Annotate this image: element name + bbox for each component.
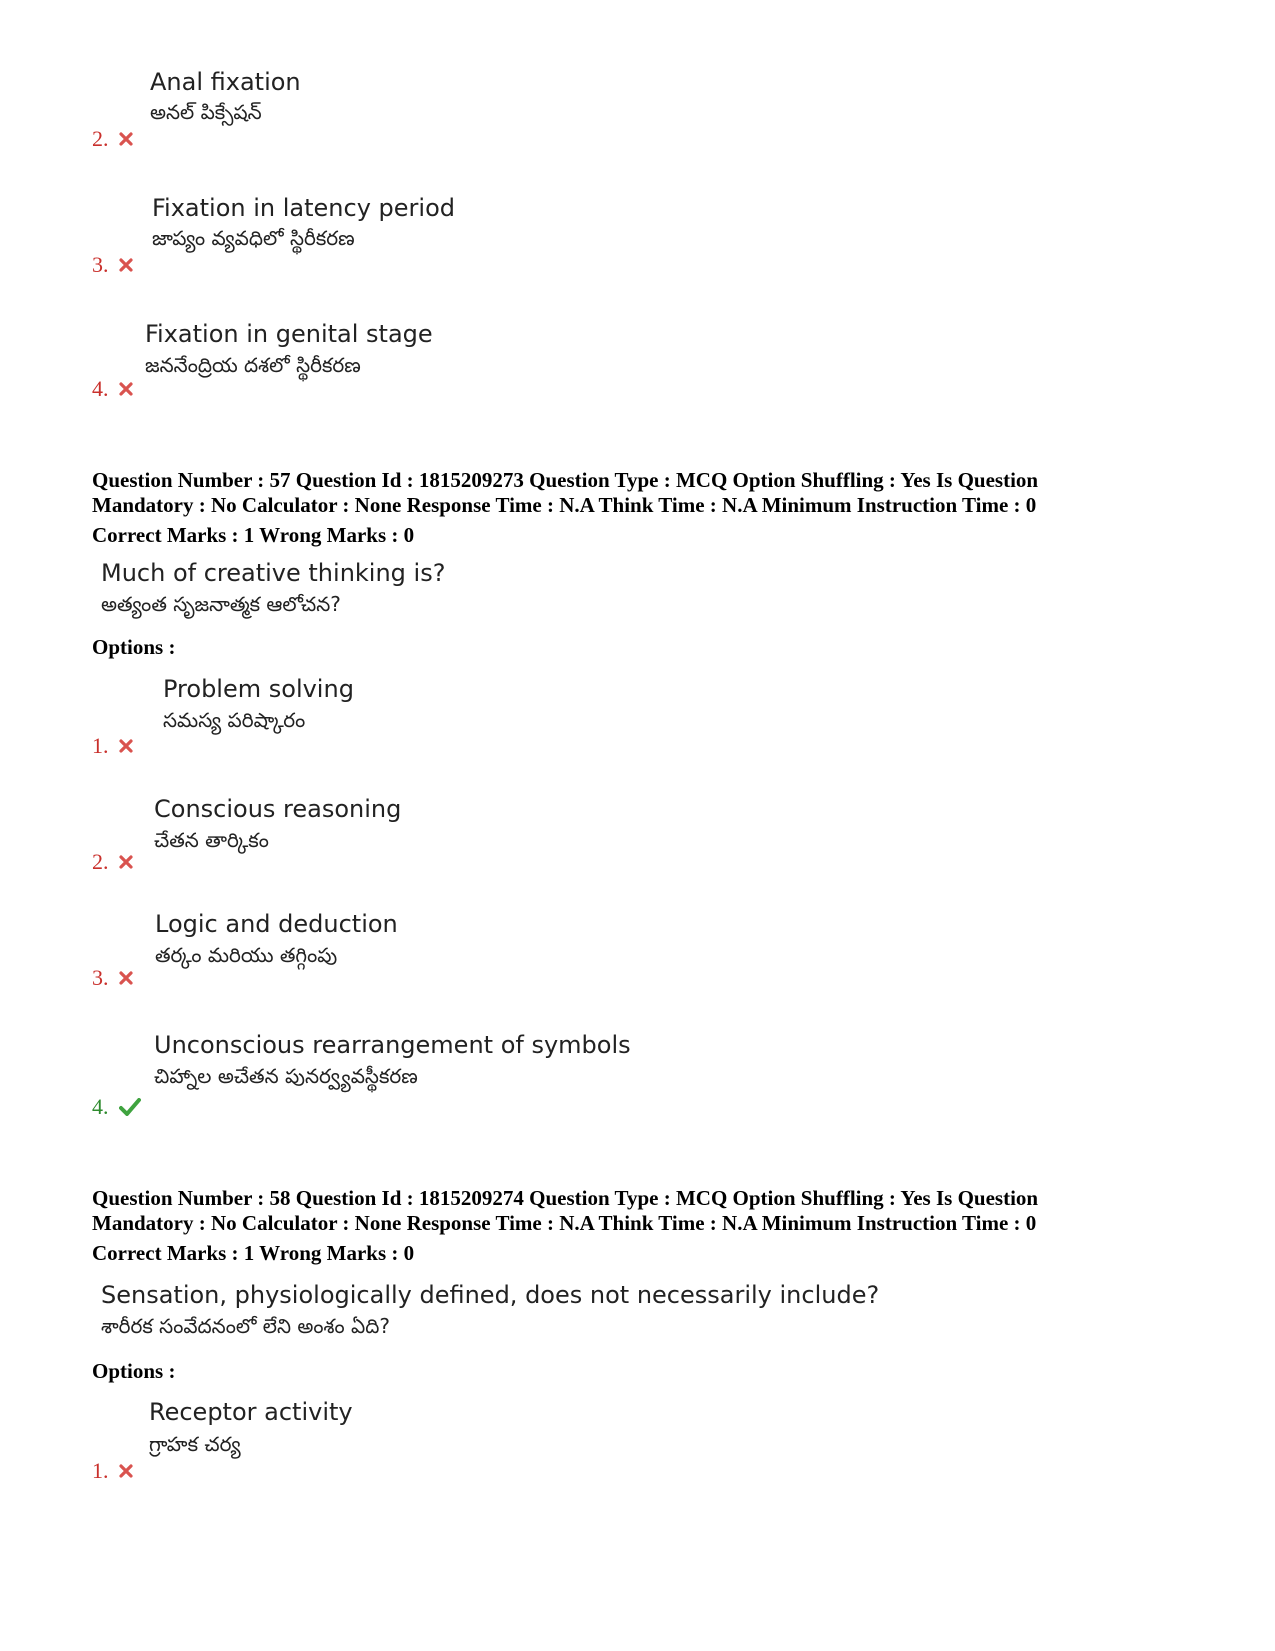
question-marks: Correct Marks : 1 Wrong Marks : 0 [92,523,415,547]
option-number [92,126,133,152]
question-text-en: Much of creative thinking is? [101,559,446,587]
option-text-en: Unconscious rearrangement of symbols [154,1031,631,1059]
option-text-en: Conscious reasoning [154,795,402,823]
option-number-label: 4. [92,376,109,401]
option-number-label: 3. [92,965,109,990]
option-text-en: Receptor activity [149,1398,353,1426]
option-text-te: గ్రాహక చర్య [149,1432,241,1456]
question-meta [92,1186,1182,1236]
option-number-label: 2. [92,126,109,151]
option-number [92,252,133,278]
option-number [92,1094,141,1120]
option-text-en: Fixation in genital stage [145,320,433,348]
option-number-label: 3. [92,252,109,277]
option-number-label: 4. [92,1094,109,1119]
option-text-te: జాప్యం వ్యవధిలో స్థిరీకరణ [152,226,355,250]
option-number [92,733,133,759]
question-meta-line: Mandatory : No Calculator : None Response Time : N.A Think Time : N.A Minimum Instruction Time : 0 [92,493,1037,517]
question-text-en: Sensation, physiologically defined, does not necessarily include? [101,1281,880,1309]
options-label: Options : [92,1359,176,1383]
option-text-te: సమస్య పరిష్కారం [163,708,306,732]
option-text-te: తర్కం మరియు తగ్గింపు [155,943,338,967]
option-text-te: అనల్ పిక్సేషన్ [150,100,262,124]
option-text-en: Problem solving [163,675,354,703]
check-mark-icon [119,1098,141,1116]
option-text-en: Anal fixation [150,68,301,96]
question-text-te: శారీరక సంవేదనంలో లేని అంశం ఏది? [101,1314,390,1338]
question-meta [92,468,1182,518]
cross-mark-icon [119,971,133,985]
option-text-te: చిహ్నాల అచేతన పునర్వ్యవస్థీకరణ [154,1064,418,1088]
option-number [92,1458,133,1484]
option-text-te: జననేంద్రియ దశలో స్థిరీకరణ [145,353,361,377]
option-text-te: చేతన తార్కికం [154,828,269,852]
question-text-te: అత్యంత సృజనాత్మక ఆలోచన? [101,592,341,616]
option-number-label: 2. [92,849,109,874]
option-text-en: Logic and deduction [155,910,398,938]
cross-mark-icon [119,1464,133,1478]
option-number [92,849,133,875]
question-meta-line: Question Number : 58 Question Id : 1815209274 Question Type : MCQ Option Shuffling : Yes Is Question [92,1186,1039,1210]
cross-mark-icon [119,132,133,146]
option-number-label: 1. [92,1458,109,1483]
cross-mark-icon [119,855,133,869]
question-marks: Correct Marks : 1 Wrong Marks : 0 [92,1241,415,1265]
option-text-en: Fixation in latency period [152,194,455,222]
option-number [92,965,133,991]
question-meta-line: Question Number : 57 Question Id : 1815209273 Question Type : MCQ Option Shuffling : Yes Is Question [92,468,1039,492]
options-label: Options : [92,635,176,659]
question-meta-line: Mandatory : No Calculator : None Response Time : N.A Think Time : N.A Minimum Instruction Time : 0 [92,1211,1037,1235]
option-number [92,376,133,402]
option-number-label: 1. [92,733,109,758]
cross-mark-icon [119,382,133,396]
cross-mark-icon [119,739,133,753]
cross-mark-icon [119,258,133,272]
